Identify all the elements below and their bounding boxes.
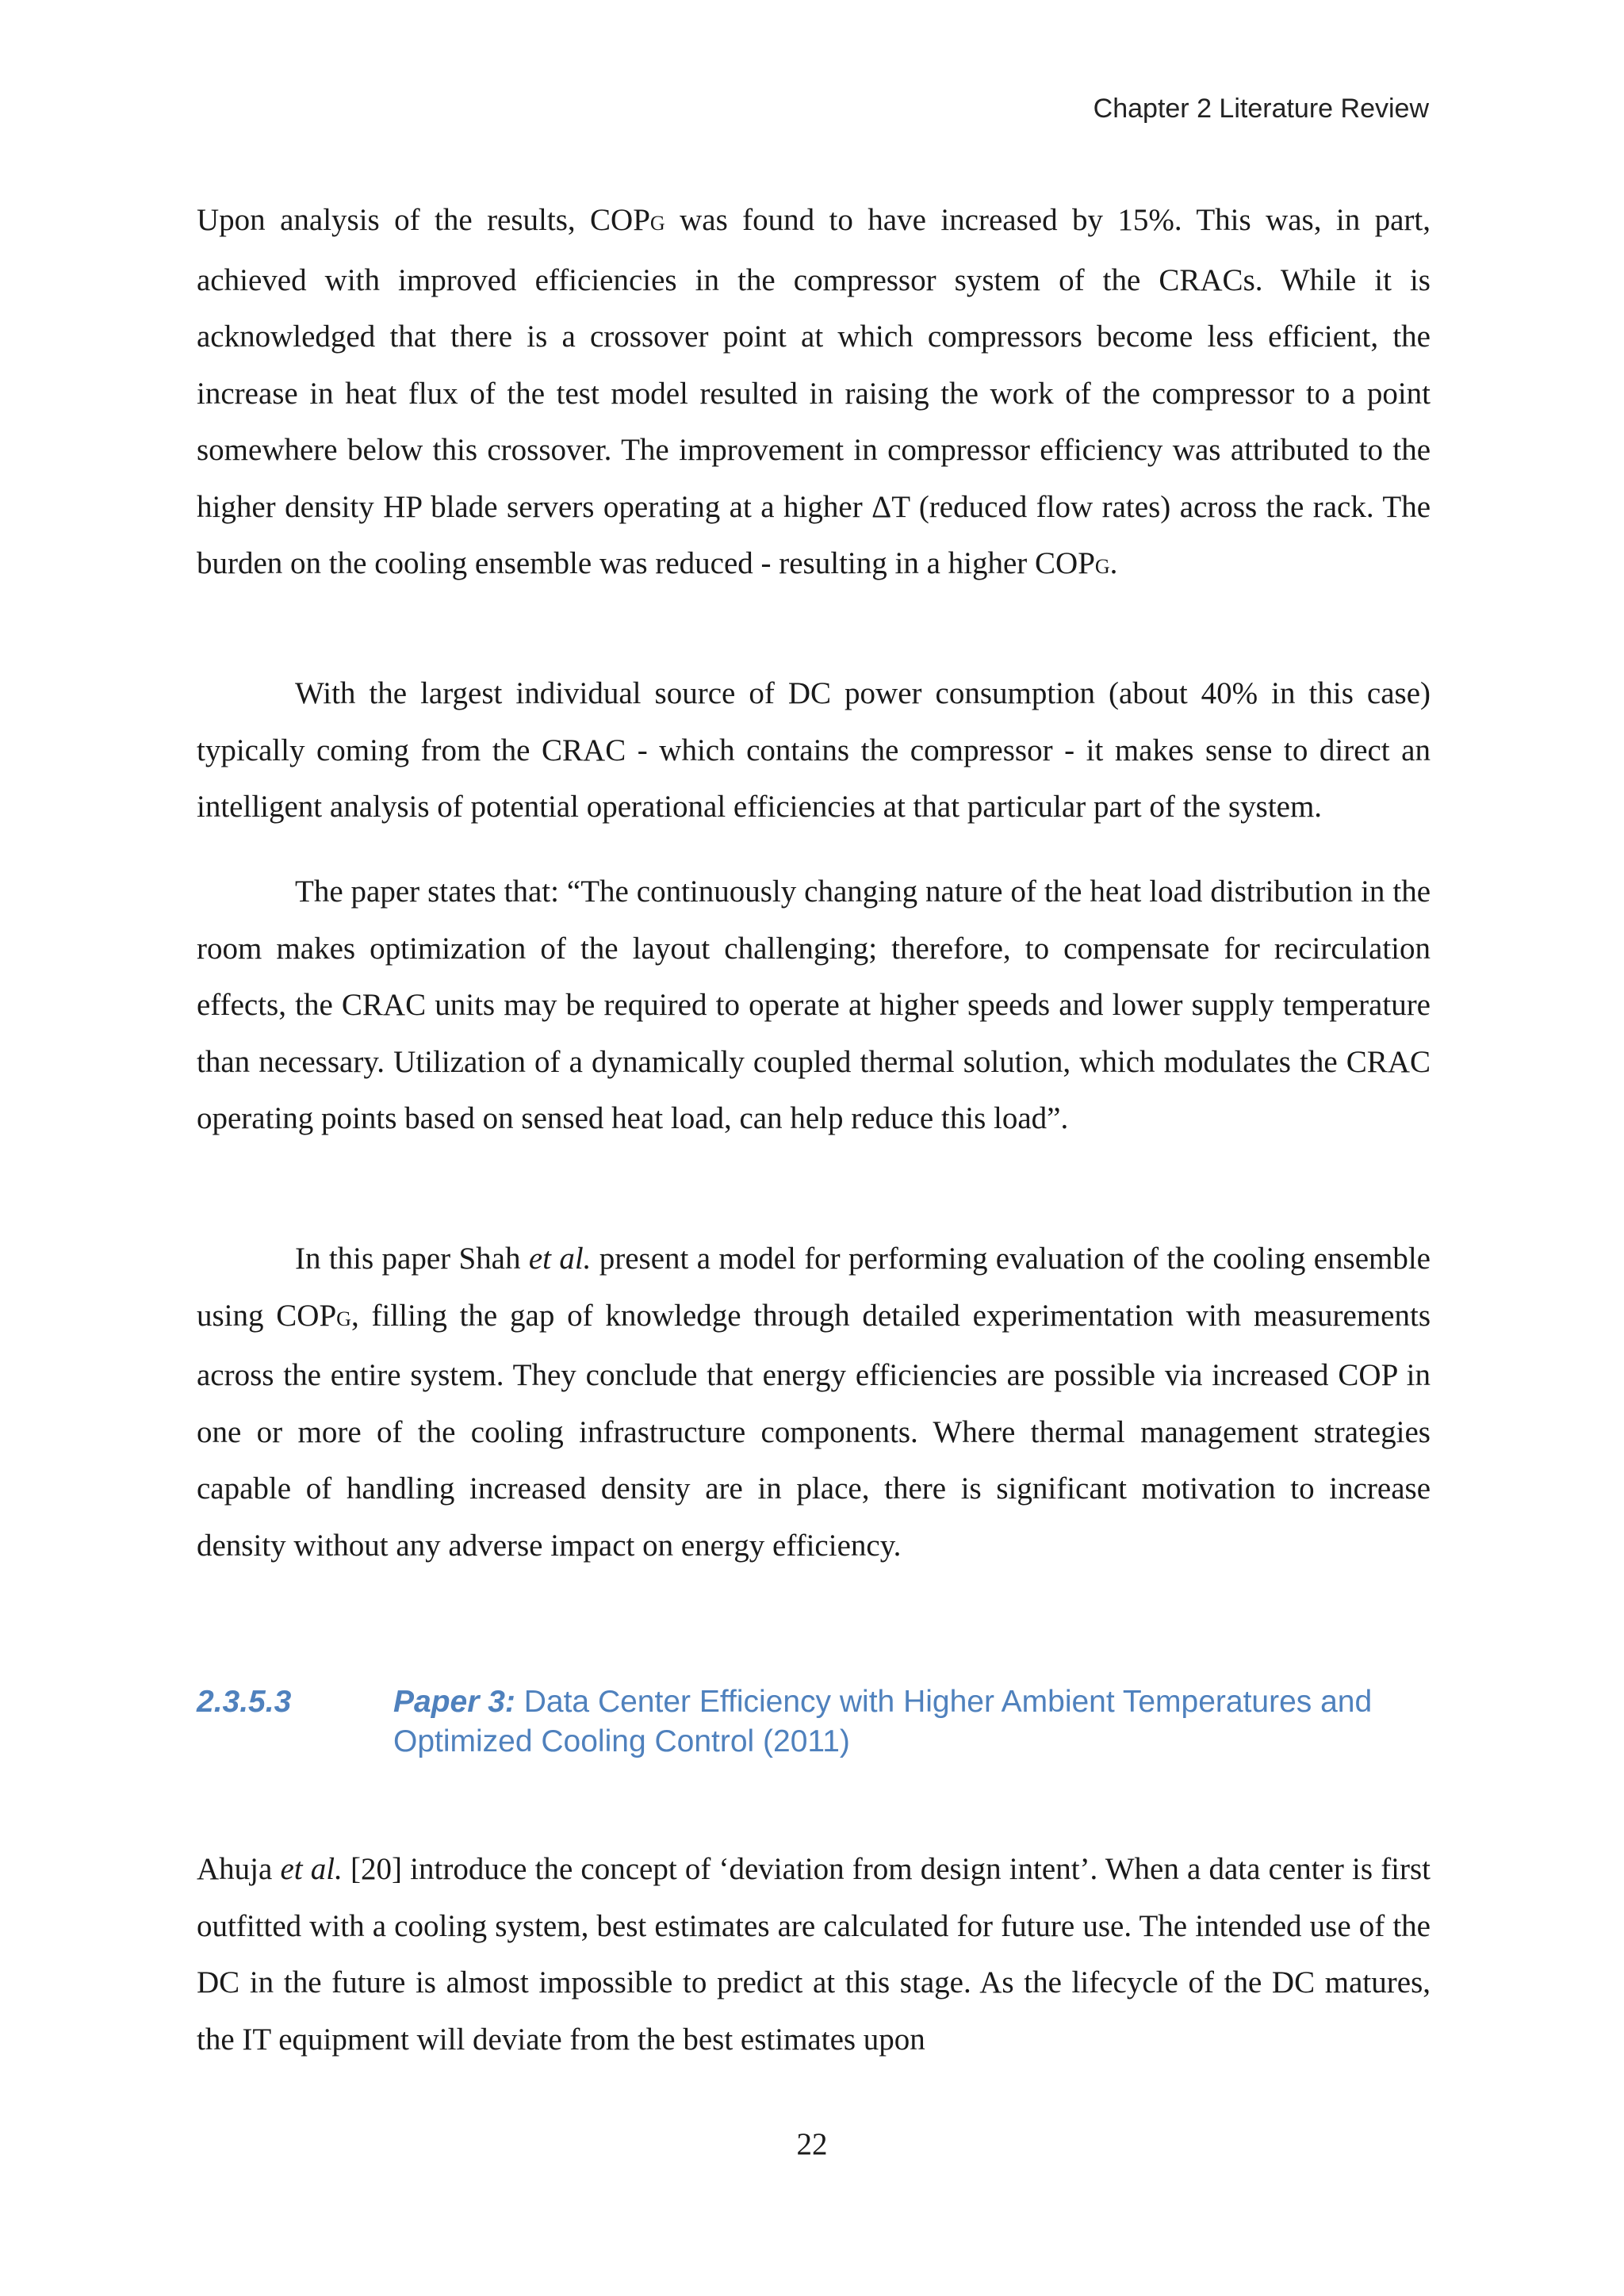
section-number: 2.3.5.3	[197, 1685, 292, 1719]
text-run: [20] introduce the concept of ‘deviation from design intent’. When a data center is first outfitted with a cooling system, best estimates are calculated for future use. The intended use of the DC in the future is almost impossible to predict at this stage. As the lifecycle of the DC matures, the IT equipment will deviate from the best estimates upon	[197, 1852, 1431, 2057]
subscript: G	[336, 1307, 351, 1330]
section-title	[393, 1682, 1432, 1762]
et-al-italic: et al.	[280, 1852, 343, 1886]
running-header: Chapter 2 Literature Review	[1093, 94, 1429, 124]
paper-label: Paper 3:	[393, 1685, 515, 1719]
text-run: In this paper Shah	[295, 1242, 529, 1276]
text-run: , filling the gap of knowledge through detailed experimentation with measurements across the entire system. They conclude that energy efficiencies are possible via increased COP in one or more of the cooling infrastructure components. Where thermal management strategies capable of handling increased density are in place, there is significant motivation to increase density without any adverse impact on energy efficiency.	[197, 1298, 1431, 1563]
paragraph-ahuja-intro	[197, 1841, 1431, 2068]
paragraph-shah-summary	[197, 1230, 1431, 1574]
text-run: Upon analysis of the results, COP	[197, 203, 650, 237]
page-number: 22	[796, 2127, 828, 2161]
text-run: was found to have increased by 15%. This was, in part, achieved with improved efficiencies in the compressor system of the CRACs. While it is acknowledged that there is a crossover point at which compressors become less efficient, the increase in heat flux of the test model resulted in raising the work of the compressor to a point somewhere below this crossover. The improvement in compressor efficiency was attributed to the higher density HP blade servers operating at a higher ΔT (reduced flow rates) across the rack. The burden on the cooling ensemble was reduced - resulting in a higher COP	[197, 203, 1431, 580]
paragraph-cop-results	[197, 192, 1431, 595]
paragraph-paper-quote: The paper states that: “The continuously changing nature of the heat load distribution in the room makes optimization of the layout challenging; therefore, to compensate for recirculation effects, the CRAC units may be required to operate at higher speeds and lower supply temperature than necessary. Utilization of a dynamically coupled thermal solution, which modulates the CRAC operating points based on sensed heat load, can help reduce this load”.	[197, 874, 1431, 1135]
text-run: Ahuja	[197, 1852, 281, 1886]
text-run: present a model for performing evaluation of the cooling ensemble using COP	[197, 1242, 1431, 1333]
subscript: G	[1094, 555, 1110, 578]
paragraph-power-consumption: With the largest individual source of DC power consumption (about 40% in this case) typically coming from the CRAC - which contains the compressor - it makes sense to direct an intelligent analysis of potential operational efficiencies at that particular part of the system.	[197, 676, 1431, 824]
et-al-italic: et al.	[528, 1242, 592, 1276]
section-title-text: Data Center Efficiency with Higher Ambient Temperatures and Optimized Cooling Control (2011)	[393, 1685, 1373, 1758]
subscript: G	[649, 212, 665, 235]
text-run: .	[1109, 546, 1118, 580]
